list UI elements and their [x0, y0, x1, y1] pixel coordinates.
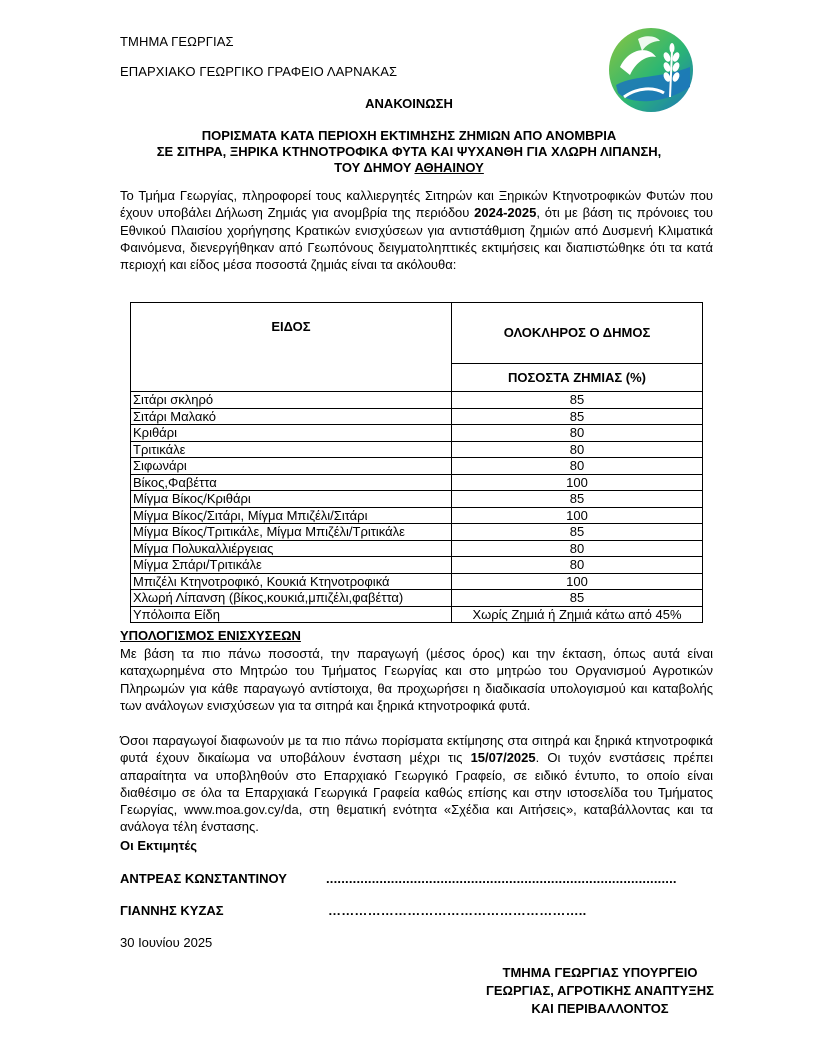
subject-line-2: ΣΕ ΣΙΤΗΡΑ, ΞΗΡΙΚΑ ΚΤΗΝΟΤΡΟΦΙΚΑ ΦΥΤΑ ΚΑΙ ΨΥΧΑΝΘΗ ΓΙΑ ΧΛΩΡΗ ΛΙΠΑΝΣΗ,	[156, 144, 662, 159]
col-municipality-header: ΟΛΟΚΛΗΡΟΣ Ο ΔΗΜΟΣ	[452, 303, 703, 364]
table-row	[131, 540, 703, 557]
damage-value-cell: 100	[452, 474, 703, 491]
table-row	[131, 458, 703, 475]
footer-signature-block	[470, 964, 730, 1018]
species-cell: Μίγμα Βίκος/Κριθάρι	[131, 491, 452, 508]
table-row	[131, 425, 703, 442]
announcement-title: ΑΝΑΚΟΙΝΩΣΗ	[365, 96, 453, 111]
col-species-header: ΕΙΔΟΣ	[131, 303, 452, 392]
calc-paragraph-2	[120, 732, 713, 836]
damage-value-cell: 100	[452, 573, 703, 590]
calc-heading: ΥΠΟΛΟΓΙΣΜΟΣ ΕΝΙΣΧΥΣΕΩΝ	[120, 628, 301, 643]
intro-text-1: Το Τμήμα Γεωργίας, πληροφορεί τους καλλιεργητές Σιτηρών και Ξηρικών Κτηνοτροφικών Φυτών που έχουν υποβάλει Δήλωση Ζημιάς για ανομβρία της περιόδου	[120, 188, 713, 221]
table-row	[131, 474, 703, 491]
species-cell: Τριτικάλε	[131, 441, 452, 458]
damage-value-cell: 85	[452, 590, 703, 607]
damage-value-cell: 80	[452, 540, 703, 557]
table-row	[131, 590, 703, 607]
species-cell: Βίκος,Φαβέττα	[131, 474, 452, 491]
species-cell: Σιφωνάρι	[131, 458, 452, 475]
assessors-heading: Οι Εκτιμητές	[120, 838, 197, 853]
assessor-2-signature-line: …………………………………………………..	[328, 903, 587, 918]
species-cell: Υπόλοιπα Είδη	[131, 606, 452, 623]
calc-text-2: . Οι τυχόν ενστάσεις πρέπει απαραίτητα να υποβληθούν στο Επαρχιακό Γεωργικό Γραφείο, σε ειδικό έντυπο, το οποίο είναι διαθέσιμο σε όλα τα Επαρχιακά Γεωργικά Γραφεία καθώς επίσης και στην ιστοσελίδα του Τμήματος Γεωργίας, www.moa.gov.cy/da, στη θεματική ενότητα «Σχέδια και Αιτήσεις», καταβάλλοντας και τα ανάλογα τέλη ένστασης.	[120, 750, 713, 835]
intro-paragraph	[120, 187, 713, 273]
damage-value-cell: 85	[452, 524, 703, 541]
damage-value-cell: Χωρίς Ζημιά ή Ζημιά κάτω από 45%	[452, 606, 703, 623]
species-cell: Χλωρή Λίπανση (βίκος,κουκιά,μπιζέλι,φαβέττα)	[131, 590, 452, 607]
intro-text-2: , ότι με βάση τις πρόνοιες του Εθνικού Πλαισίου χορήγησης Κρατικών ενισχύσεων για αντιστάθμιση ζημιών από Δυσμενή Κλιματικά Φαινόμενα, διενεργήθηκαν από Γεωπόνους δειγματοληπτικές εκτιμήσεις και διαπιστώθηκε ότι τα κατά περιοχή και είδος μέσα ποσοστά ζημιάς είναι τα ακόλουθα:	[120, 205, 713, 273]
municipality-name: ΑΘΗΑΙΝΟΥ	[414, 160, 484, 175]
calc-paragraph-1: Με βάση τα πιο πάνω ποσοστά, την παραγωγή (μέσος όρος) και την έκταση, όπως αυτά είναι καταχωρημένα στο Μητρώο του Τμήματος Γεωργίας και στο μητρώο του Οργανισμού Αγροτικών Πληρωμών για κάθε παραγωγό αντίστοιχα, θα προχωρήσει η διαδικασία υπολογισμού και καταβολής των ανάλογων ενισχύσεων για τα σιτηρά και ξηρικά κτηνοτροφικά φυτά.	[120, 646, 713, 713]
damage-value-cell: 85	[452, 491, 703, 508]
table-row	[131, 491, 703, 508]
subject-line-1: ΠΟΡΙΣΜΑΤΑ ΚΑΤΑ ΠΕΡΙΟΧΗ ΕΚΤΙΜΗΣΗΣ ΖΗΜΙΩΝ ΑΠΟ ΑΝΟΜΒΡΙΑ	[201, 128, 617, 143]
table-row	[131, 524, 703, 541]
footer-line-1: ΤΜΗΜΑ ΓΕΩΡΓΙΑΣ ΥΠΟΥΡΓΕΙΟ	[502, 965, 698, 980]
subject-line-3-prefix: ΤΟΥ ΔΗΜΟΥ	[334, 160, 415, 175]
species-cell: Μίγμα Σπάρι/Τριτικάλε	[131, 557, 452, 574]
table-row	[131, 408, 703, 425]
calc-text-1: Όσοι παραγωγοί διαφωνούν με τα πιο πάνω πορίσματα εκτίμησης στα σιτηρά και ξηρικά κτηνοτροφικά φυτά έχουν δικαίωμα να υποβάλουν ένσταση μέχρι τις	[120, 733, 713, 766]
species-cell: Σιτάρι Μαλακό	[131, 408, 452, 425]
office-name: ΕΠΑΡΧΙΑΚΟ ΓΕΩΡΓΙΚΟ ΓΡΑΦΕΙΟ ΛΑΡΝΑΚΑΣ	[120, 64, 398, 79]
species-cell: Μίγμα Βίκος/Σιτάρι, Μίγμα Μπιζέλι/Σιτάρι	[131, 507, 452, 524]
subject-line-3	[0, 160, 818, 175]
table-row	[131, 507, 703, 524]
damage-value-cell: 80	[452, 557, 703, 574]
damage-value-cell: 80	[452, 441, 703, 458]
damage-value-cell: 80	[452, 425, 703, 442]
damage-table	[130, 302, 703, 623]
damage-value-cell: 100	[452, 507, 703, 524]
table-header-row	[131, 303, 703, 364]
footer-line-2: ΓΕΩΡΓΙΑΣ, ΑΓΡΟΤΙΚΗΣ ΑΝΑΠΤΥΞΗΣ	[486, 983, 714, 998]
species-cell: Σιτάρι σκληρό	[131, 392, 452, 409]
damage-value-cell: 80	[452, 458, 703, 475]
damage-value-cell: 85	[452, 392, 703, 409]
objection-deadline: 15/07/2025	[470, 750, 536, 766]
table-row	[131, 557, 703, 574]
col-damage-percent-header: ΠΟΣΟΣΤΑ ΖΗΜΙΑΣ (%)	[452, 363, 703, 391]
assessor-1-signature-line: ............................................................................................	[326, 871, 677, 886]
table-row	[131, 573, 703, 590]
table-body	[131, 392, 703, 623]
species-cell: Μπιζέλι Κτηνοτροφικό, Κουκιά Κτηνοτροφικά	[131, 573, 452, 590]
species-cell: Κριθάρι	[131, 425, 452, 442]
species-cell: Μίγμα Βίκος/Τριτικάλε, Μίγμα Μπιζέλι/Τριτικάλε	[131, 524, 452, 541]
table-row	[131, 606, 703, 623]
species-cell: Μίγμα Πολυκαλλιέργειας	[131, 540, 452, 557]
table-row	[131, 441, 703, 458]
table-row	[131, 392, 703, 409]
document-date: 30 Ιουνίου 2025	[120, 935, 213, 950]
assessor-1-name: ΑΝΤΡΕΑΣ ΚΩΝΣΤΑΝΤΙΝΟΥ	[120, 871, 287, 886]
intro-period: 2024-2025	[474, 205, 537, 221]
footer-line-3: ΚΑΙ ΠΕΡΙΒΑΛΛΟΝΤΟΣ	[531, 1001, 669, 1016]
assessor-2-name: ΓΙΑΝΝΗΣ ΚΥΖΑΣ	[120, 903, 224, 918]
damage-value-cell: 85	[452, 408, 703, 425]
department-name: ΤΜΗΜΑ ΓΕΩΡΓΙΑΣ	[120, 34, 234, 49]
